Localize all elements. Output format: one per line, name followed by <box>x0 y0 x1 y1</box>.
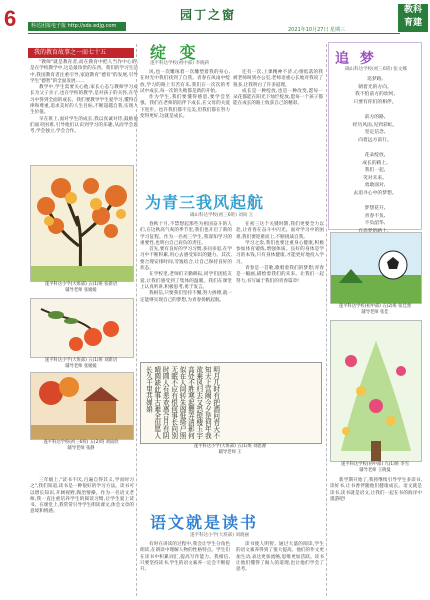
poem-line: 只要有你们的相伴。 <box>353 99 397 105</box>
poem-line: 勇敢面对, <box>364 183 386 189</box>
badge-line2: 育建 <box>403 18 422 28</box>
poem-line: 青春不负, <box>364 213 386 219</box>
paragraph: 新学期开始了,我将继续引导学生多读书,读好书,让书香伴随他们健康成长。语文就是读书,读书就是语文,让我们一起在书的海洋中遨游吧! <box>330 478 422 502</box>
paragraph: 学习之余,我们也要注重身心健康,积极参加体育锻炼,增强体质。良好的身体是学习的本钱,只有身体健康,才能更好地投入学习。 <box>236 240 324 265</box>
caption-line: 辅导老师 王晓曼 <box>359 468 391 473</box>
artwork-caption <box>28 358 134 370</box>
poem-line: 我们一起, <box>364 168 386 174</box>
yuwen-col4 <box>330 478 422 598</box>
poem-line: 朝着光的方向。 <box>358 84 392 90</box>
page-header <box>0 0 430 38</box>
paragraph: 还有一次,上课精神不济,心情低落的我被老师叫到办公室,老师语重心长地对我说了很多,让我明白了许多道理。 <box>233 70 323 88</box>
caption-line: 辅导老师 张佳 <box>361 310 389 315</box>
yuwen-col3 <box>236 542 324 598</box>
yuwen-col1 <box>30 478 134 598</box>
football-painting <box>331 233 421 303</box>
weike-byline: 确山科达学校(初三6班) 刘尚 王 <box>190 213 254 218</box>
zhan-body-col1 <box>140 70 230 180</box>
weike-body-col2 <box>236 222 324 357</box>
zhan-byline: 遂平科达学校(初中部) 李晓莉 <box>150 61 209 66</box>
poem-line: 花朵绽放, <box>364 152 386 158</box>
zhan-title: 绽 变 <box>150 43 200 62</box>
column-divider <box>326 44 327 596</box>
caption-line: 遂平科达小学(大班部) 五(1)班 张新语 <box>44 282 118 287</box>
masthead-badge <box>398 4 428 32</box>
zhuimeng-byline: 确山科达学校(初三6班) 张文娜 <box>345 67 407 72</box>
tree-painting <box>31 166 133 281</box>
left-article-title: 我的教育故事之一而七十五 <box>28 48 134 58</box>
paragraph: 首先,要有良好的学习习惯,多问多思,在学习中不断积累,用心去感受知识的魅力。其次,要合理安排时间,劳逸结合,让自己保持良好的状态。 <box>140 247 232 272</box>
paragraph: 作为学生,我们要懂得感恩,要学会坚强。我们在老师的陪伴下成长,在父母的关爱下进步。也许我们都不完美,但我们都在努力变得更好,这就是成长。 <box>140 95 230 120</box>
left-article-body <box>30 60 138 158</box>
paragraph: "教师"就是教育者,而在教育中把人当作中心的,是在学校教学中,这是最珍贵的东西。我们的学习生活中,我国教育者注重引导,家庭教育"德育"的发展,引导学生"德智"的全面发展…… <box>30 60 138 84</box>
caption-line: 辅导老师 张静 <box>67 446 95 451</box>
artwork-caption <box>328 462 422 474</box>
caption-line: 辅导老师 王 <box>218 450 242 455</box>
badge-line1: 教科 <box>403 5 422 15</box>
poem-line: 向着远方前行。 <box>358 137 392 143</box>
header-strip: 科达团报电子报 http://sdx.edjg.com <box>28 22 126 31</box>
poem-line: 坚定信念, <box>364 130 386 136</box>
paragraph: 春秋十月,不禁想起那些为祖国奋斗的人们,在这秋高气爽的季节里,我们也开启了新的学习征程。作为一名初三学生,我深知学习的重要性,也明白自己肩负的责任。 <box>140 222 232 246</box>
zhan-body-col2 <box>233 70 323 180</box>
poem-line: 去追寻心中的梦想。 <box>353 190 397 196</box>
weike-body-col1 <box>140 222 232 357</box>
artwork-caption <box>328 304 422 316</box>
artwork-football <box>330 232 422 304</box>
column-name: 园丁之窗 <box>180 8 237 22</box>
poem-line: 前方的路, <box>364 114 386 120</box>
caption-line: 辅导老师 张媛媛 <box>65 364 97 369</box>
paragraph: 早在班上,面对学生的成长,我以真诚对待,鼓励他们面对困难,引导他们认识到学习的乐趣,从而学会思考,学会独立,学会合作。 <box>30 116 138 135</box>
paragraph: 在学校里,老师们辛勤耕耘,同学们团结友爱,让我们感受到了集体的温暖。我们在课堂上认真听讲,积极思考,勇于发言。 <box>140 272 232 290</box>
persimmon-painting <box>31 299 133 357</box>
paragraph: 我相信,只要我们坚持不懈,努力拼搏,就一定能够实现自己的梦想,为青春扬帆起航。 <box>140 291 232 303</box>
poem-line: 经历风雨,见到彩虹。 <box>352 122 398 128</box>
caption-line: 遂平科达学校(初三6班) 五(2)班 刘雨欣 <box>43 440 119 445</box>
artwork-persimmon <box>30 298 134 358</box>
caption-line: 遂平科达学校(初中部) 五(2)班 张佳蕾 <box>338 304 412 309</box>
poem-line <box>332 198 418 206</box>
poem-line: 笑对未来。 <box>363 175 387 181</box>
weike-title: 为青三我风起航 <box>145 193 265 212</box>
caption-line: 遂平科达小学(大班部) 五(1)班 刘新语 <box>44 358 118 363</box>
artwork-caption <box>28 282 134 294</box>
artwork-caption <box>28 440 134 452</box>
paragraph: 教学中,学生需要关心他,家长心态与教师学习成长为父子亲子,也在学校的教学,是对孩子的关怀,在学习中得到全面的成长。我们要教导学生爱学习,懂得自律和尊重,追求美好的人生目标,不断超越自我,实现人生价值。 <box>30 85 138 116</box>
poem-line <box>332 144 418 152</box>
poem-line: 我不怕前方的坎坷, <box>355 92 395 98</box>
garden-painting <box>331 321 421 461</box>
poem-line: 成长的路上, <box>362 160 388 166</box>
yuwen-col2 <box>140 542 230 598</box>
caption-line: 遂平科达小学(大班部) 五(1)班 刘思源 <box>193 444 267 449</box>
yuwen-title: 语文就是读书 <box>150 513 259 532</box>
paragraph: 成长是一种绽放,也是一种改变,愿每一朵花都能在阳光下灿烂绽放,愿每一个孩子都能在成长的路上收获自己的精彩。 <box>233 88 323 107</box>
poem-line: 梦想花开, <box>364 206 386 212</box>
page-number: 6 <box>4 6 17 31</box>
poem-line: 追梦路, <box>367 77 383 82</box>
artwork-garden <box>330 320 422 462</box>
paragraph: 风,也一次雕琢着一次雕塑着我的身心,在时光中我们找到了自我。青春在风雨中绽放,学习的路上有苦有乐,我们在一次次的考试中成长,每一次的失败都是新的开始。 <box>140 70 230 94</box>
calligraphy-text: 明月几时有把酒问青天不知天上宫阙今夕是何年我欲乘风归去又恐琼楼玉宇高处不胜寒起舞弄清影何似在人间转朱阁低绮户照无眠不应有恨何事长向别时圆人有悲欢离合月有阴晴圆缺此事古难全但愿人长久千里共婵娟 <box>144 366 220 439</box>
paragraph: 三年级上,"读书不厌,百遍自得其义,学而时习之",我们知道,读书是一种很好的学习方法。读书可以增长知识,开阔视野,陶冶情操。作为一名语文老师,我一直注重培养学生的阅读习惯,让学生爱上读书。在课堂上,我常常引导学生朗读课文,体会文章的意境和情感。 <box>30 478 134 515</box>
paragraph: 在初三这个关键时期,我们更要全力以赴,让青春在奋斗中闪光。面对学习中的困难,我们要迎难而上,不断挑战自我。 <box>236 222 324 240</box>
yuwen-byline: 遂平科达小学(大班部) 刘晓丽 <box>190 533 249 538</box>
paragraph: 青春是一首歌,歌唱着我们的梦想;青春是一幅画,描绘着我们的未来。让我们一起努力,书写属于我们的青春篇章! <box>236 266 324 284</box>
zhuimeng-poem <box>332 76 418 226</box>
paragraph: 读书使人明智。通过大量的阅读,学生的语文素养得到了很大提高。他们的作文更加生动,表达更加流畅,思维更加活跃。读书让他们懂得了做人的道理,也让他们学会了思考。 <box>236 542 324 573</box>
autumn-painting <box>31 373 133 439</box>
calligraphy-artwork <box>140 362 322 444</box>
paragraph: 有时在讲读的过程中,我会让学生分角色朗读,在朗读中理解人物的性格特点。学生们在读书中积累词汇,提高写作能力。我相信,只要坚持读书,学生的语文素养一定会不断提升。 <box>140 542 230 573</box>
caption-line: 辅导老师 张媛媛 <box>65 288 97 293</box>
poem-line: 不负韶华, <box>364 221 386 227</box>
poem-line <box>332 106 418 114</box>
zhuimeng-title: 追 梦 <box>335 51 377 67</box>
issue-date: 2021年10月27日 星期三 <box>288 27 346 33</box>
caption-line: 遂平科达学校(初中部) 九(1)班 李雪 <box>340 462 410 467</box>
header-divider <box>28 33 400 34</box>
column-divider <box>136 44 137 596</box>
artwork-autumn <box>30 372 134 440</box>
artwork-tree <box>30 165 134 282</box>
calligraphy-caption <box>140 444 320 456</box>
